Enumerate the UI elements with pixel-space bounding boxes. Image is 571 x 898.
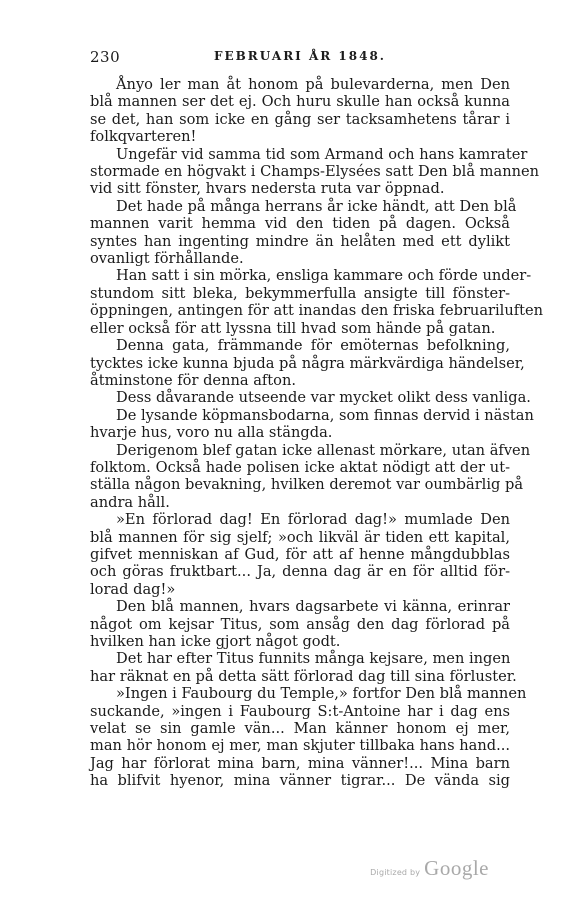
text-line: hvarje hus, voro nu alla stängda. xyxy=(90,424,333,442)
paragraph xyxy=(90,267,544,337)
text-line: Det har efter Titus funnits många kejsare, men ingen xyxy=(116,650,511,668)
running-title: FEBRUARI ÅR 1848. xyxy=(214,49,386,63)
text-line: De lysande köpmansbodarna, som finnas dervid i nästan xyxy=(116,406,534,424)
text-line: och göras fruktbart... Ja, denna dag är en för alltid för- xyxy=(90,563,510,581)
paragraph xyxy=(90,197,517,268)
text-line: ha blifvit hyenor, mina vänner tigrar... De vända sig xyxy=(90,772,510,790)
watermark-prefix: Digitized by xyxy=(370,868,421,877)
paragraph xyxy=(90,650,517,685)
text-line: Dess dåvarande utseende var mycket olikt dess vanliga. xyxy=(116,389,531,407)
text-line: »En förlorad dag! En förlorad dag!» mumlade Den xyxy=(116,511,510,529)
text-line: Det hade på många herrans år icke händt, att Den blå xyxy=(116,197,517,215)
text-line: Han satt i sin mörka, ensliga kammare och förde under- xyxy=(116,267,532,285)
text-line: ovanligt förhållande. xyxy=(90,250,244,268)
text-line: »Ingen i Faubourg du Temple,» fortfor Den blå mannen xyxy=(116,685,527,703)
text-line: har räknat en på detta sätt förlorad dag till sina förluster. xyxy=(90,667,517,685)
text-line: ställa någon bevakning, hvilken deremot var oumbärlig på xyxy=(90,476,524,494)
text-line: Ungefär vid samma tid som Armand och hans kamrater xyxy=(116,145,528,163)
text-line: Jag har förlorat mina barn, mina vänner!... Mina barn xyxy=(90,754,510,772)
paragraph xyxy=(90,337,525,389)
text-line: tycktes icke kunna bjuda på några märkvärdiga händelser, xyxy=(90,354,525,372)
text-line: eller också för att lyssna till hvad som hände på gatan. xyxy=(90,319,496,337)
page-number: 230 xyxy=(90,48,121,66)
text-line: gifvet menniskan af Gud, för att af henne mångdubblas xyxy=(90,545,510,563)
text-line: folkqvarteren! xyxy=(90,128,197,146)
digitization-watermark xyxy=(370,856,489,881)
text-line: blå mannen ser det ej. Och huru skulle han också kunna xyxy=(90,93,510,111)
text-line: Ånyo ler man åt honom på bulevarderna, men Den xyxy=(116,76,510,93)
text-line: stundom sitt bleka, bekymmerfulla ansigte till fönster- xyxy=(90,284,510,302)
paragraph xyxy=(90,685,527,790)
page-header xyxy=(90,48,510,68)
text-line: se det, han som icke en gång ser tacksamhetens tårar i xyxy=(90,110,510,128)
text-line: något om kejsar Titus, som ansåg den dag förlorad på xyxy=(90,615,510,633)
text-line: folktom. Också hade polisen icke aktat nödigt att der ut- xyxy=(90,458,510,476)
google-logo: Google xyxy=(424,856,489,880)
text-line: andra håll. xyxy=(90,493,170,511)
paragraph xyxy=(90,406,534,442)
paragraph xyxy=(90,598,510,650)
text-line: öppningen, antingen för att inandas den friska februariluften xyxy=(90,302,544,320)
text-line: lorad dag!» xyxy=(90,580,176,598)
paragraph xyxy=(90,76,510,146)
text-line: hvilken han icke gjort något godt. xyxy=(90,633,341,650)
paragraph xyxy=(90,511,510,598)
text-line: syntes han ingenting mindre än helåten med ett dylikt xyxy=(90,232,510,250)
text-line: vid sitt fönster, hvars nedersta ruta var öppnad. xyxy=(90,180,445,198)
text-line: Den blå mannen, hvars dagsarbete vi känna, erinrar xyxy=(116,598,510,616)
text-line: mannen varit hemma vid den tiden på dagen. Också xyxy=(90,215,510,233)
paragraph xyxy=(90,389,531,407)
text-line: suckande, »ingen i Faubourg S:t-Antoine har i dag ens xyxy=(90,702,510,720)
paragraph xyxy=(90,145,540,198)
text-line: Derigenom blef gatan icke allenast mörkare, utan äfven xyxy=(116,441,531,459)
body-text xyxy=(90,76,544,790)
paragraph xyxy=(90,441,531,512)
text-line: velat se sin gamle vän... Man känner honom ej mer, xyxy=(90,720,510,738)
text-line: blå mannen för sig sjelf; »och likväl är tiden ett kapital, xyxy=(90,528,510,546)
text-line: åtminstone för denna afton. xyxy=(90,371,296,389)
text-line: man hör honom ej mer, man skjuter tillbaka hans hand... xyxy=(90,737,510,755)
text-line: stormade en högvakt i Champs-Elysées satt Den blå mannen xyxy=(90,163,540,181)
text-line: Denna gata, främmande för emöternas befolkning, xyxy=(116,337,510,355)
